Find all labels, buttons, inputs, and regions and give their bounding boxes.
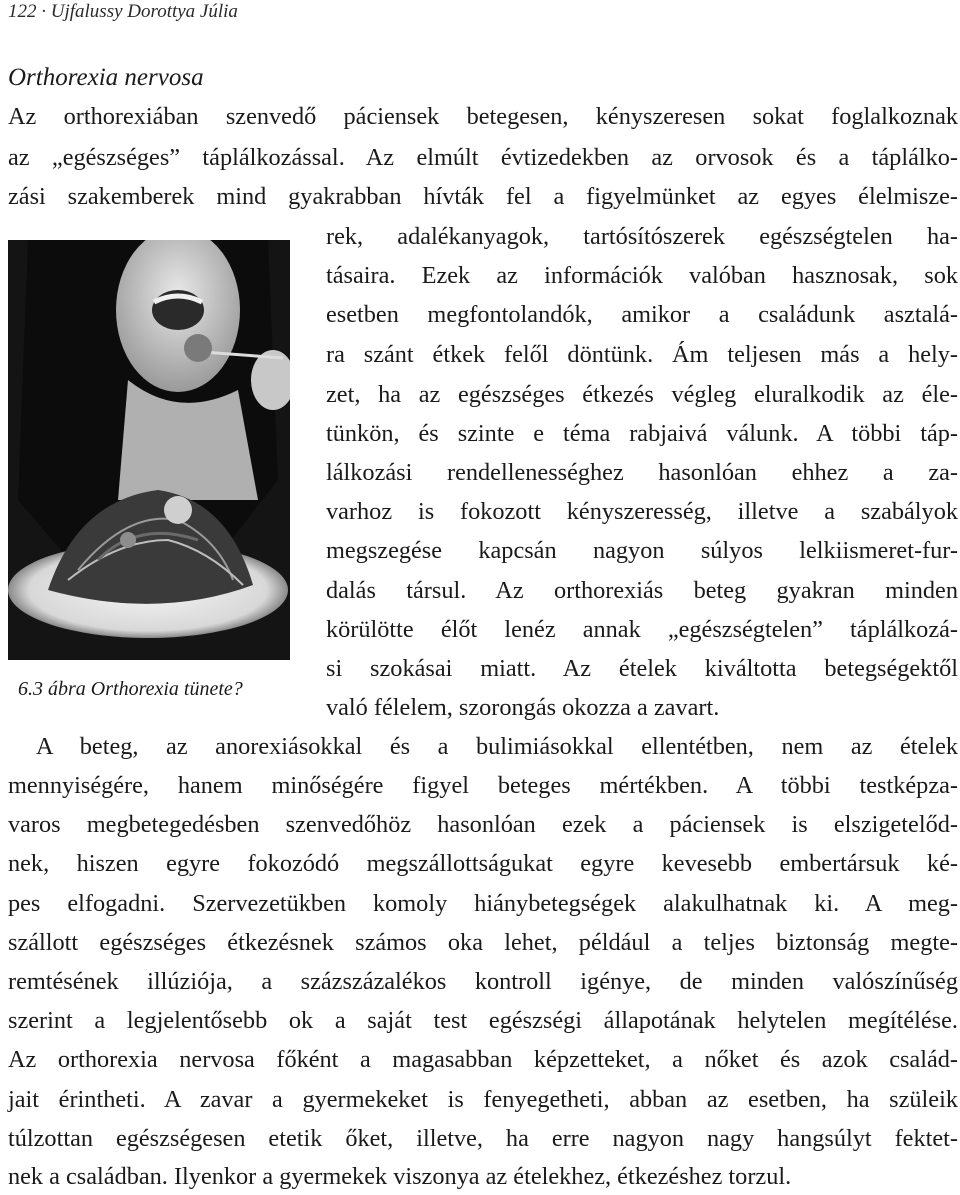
paragraph1-line-10: lálkozási rendellenességhez hasonlóan ehhez a za- [326,459,958,486]
paragraph1-line-2: az „egészséges” táplálkozással. Az elmúlt évtizedekben az orvosok és a táplálko- [8,144,958,171]
paragraph1-line-15: si szokásai miatt. Az ételek kiváltotta betegségektől [326,655,958,682]
paragraph2-line-10: jait érintheti. A zavar a gyermekeket is fenyegetheti, abban az esetben, ha szüleik [8,1086,958,1113]
paragraph1-line-3: zási szakemberek mind gyakrabban hívták fel a figyelmünket az egyes élelmisze- [8,183,958,210]
paragraph2-line-8: szerint a legjelentősebb ok a saját test egészségi állapotának helytelen megítélése. [8,1007,958,1034]
paragraph2-line-9: Az orthorexia nervosa főként a magasabban képzetteket, a nőket és azok család- [8,1046,958,1073]
paragraph1-line-13: dalás társul. Az orthorexiás beteg gyakran minden [326,577,958,604]
paragraph1-line-12: megszegése kapcsán nagyon súlyos lelkiismeret-fur- [326,537,958,564]
paragraph2-line-2: mennyiségére, hanem minőségére figyel beteges mértékben. A többi testképza- [8,772,958,799]
paragraph2-line-1: A beteg, az anorexiásokkal és a bulimiásokkal ellentétben, nem az ételek [36,733,958,760]
paragraph1-line-5: tásaira. Ezek az információk valóban hasznosak, sok [326,262,958,289]
figure-caption: 6.3 ábra Orthorexia tünete? [18,678,243,700]
paragraph1-line-1: Az orthorexiában szenvedő páciensek betegesen, kényszeresen sokat foglalkoznak [8,103,958,130]
paragraph2-line-3: varos megbetegedésben szenvedőhöz hasonlóan ezek a páciensek is elszigetelőd- [8,811,958,838]
paragraph2-line-5: pes elfogadni. Szervezetükben komoly hiánybetegségek alakulhatnak ki. A meg- [8,890,958,917]
paragraph2-line-12: nek a családban. Ilyenkor a gyermekek viszonya az ételekhez, étkezéshez torzul. [8,1163,792,1190]
figure-photo [8,240,290,660]
paragraph2-line-6: szállott egészséges étkezésnek számos oka lehet, például a teljes biztonság megte- [8,929,958,956]
paragraph1-line-7: ra szánt étkek felől döntünk. Ám teljesen más a hely- [326,341,958,368]
paragraph1-line-8: zet, ha az egészséges étkezés végleg eluralkodik az éle- [326,381,958,408]
section-title: Orthorexia nervosa [8,64,204,91]
paragraph2-line-7: remtésének illúziója, a százszázalékos kontroll igénye, de minden valószínűség [8,968,958,995]
paragraph1-line-6: esetben megfontolandók, amikor a családunk asztalá- [326,301,958,328]
paragraph2-line-4: nek, hiszen egyre fokozódó megszállottságukat egyre kevesebb embertársuk ké- [8,850,958,877]
paragraph1-line-16: való félelem, szorongás okozza a zavart. [326,694,720,721]
paragraph1-line-4: rek, adalékanyagok, tartósítószerek egészségtelen ha- [326,223,958,250]
paragraph2-line-11: túlzottan egészségesen etetik őket, illetve, ha erre nagyon nagy hangsúlyt fektet- [8,1125,958,1152]
paragraph1-line-14: körülötte élőt lenéz annak „egészségtelen” táplálkozá- [326,616,958,643]
paragraph1-line-11: varhoz is fokozott kényszeresség, illetve a szabályok [326,498,958,525]
woman-eating-salad-photo-icon [8,240,290,660]
paragraph1-line-9: tünkön, és szinte e téma rabjaivá válunk. A többi táp- [326,420,958,447]
running-head: 122 · Ujfalussy Dorottya Júlia [8,1,238,22]
